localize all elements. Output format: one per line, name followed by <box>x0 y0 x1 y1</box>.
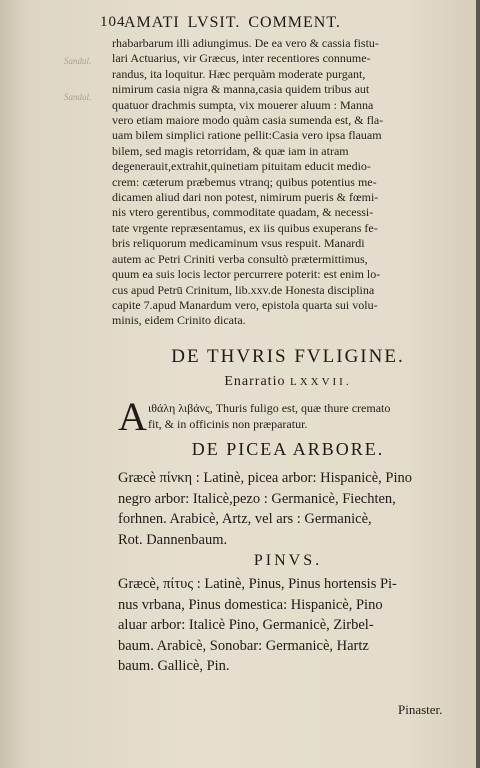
catchword: Pinaster. <box>398 702 443 717</box>
text-line: forhnen. Arabicè, Artz, vel ars : Germanicè, <box>118 511 372 527</box>
text-line: dicamen aliud dari non potest, nimirum pueris & fœmi- <box>112 190 379 205</box>
page-number: 104 <box>100 14 126 30</box>
text-line: capite 7.apud Manardum vero, epistola quarta sui volu- <box>112 297 378 312</box>
text-line: uam bilem simplici ratione pellit:Casia vero ipsa flauam <box>112 128 382 143</box>
text-line: bris reliquorum medicaminum vsus respuit. Manardi <box>112 236 365 251</box>
text-line: nis vtero gerentibus, commoditate quadam, & necessi- <box>112 205 374 220</box>
margin-note: Sandal. <box>64 92 92 102</box>
enarratio-number: LXXVII. <box>289 376 352 388</box>
text-line: vero etiam maiore modo quàm casia sumenda est, & fla- <box>112 113 384 128</box>
margin-note: Sandal. <box>64 56 92 66</box>
commentary-text <box>112 36 452 329</box>
text-line: tate vrgente repræsentamus, ex iis quibus exuperans fe- <box>112 220 378 235</box>
section-heading-picea: DE PICEA ARBORE. <box>191 439 385 459</box>
enarratio-text <box>148 400 454 432</box>
text-line: quum ea suis locis lector percurrere poterit: est enim lo- <box>112 267 381 282</box>
text-line: baum. Gallicè, Pin. <box>118 658 230 674</box>
text-line: autem ac Petri Criniti verba consultò prætermittimus, <box>112 251 368 266</box>
text-line: ιθάλη λιβάνς, Thuris fuligo est, quæ thure cremato <box>148 401 391 415</box>
running-title: AMATI LVSIT. COMMENT. <box>124 14 341 31</box>
text-line: nus vrbana, Pinus domestica: Hispanicè, Pino <box>118 596 383 613</box>
drop-cap: A <box>118 394 147 439</box>
enarratio-heading <box>118 374 458 390</box>
enarratio-label: Enarratio <box>224 374 286 389</box>
text-line: minis, eidem Crinito dicata. <box>112 313 246 328</box>
text-line: degenerauit,extrahit,quinetiam pituitam educit medio- <box>112 159 371 174</box>
text-line: lari Actuarius, vir Græcus, inter recentiores connume- <box>112 51 371 66</box>
text-line: Græcè, πίτυς : Latinè, Pinus, Pinus hortensis Pi- <box>118 576 397 592</box>
text-line: cus apud Petrū Crinitum, lib.xxv.de Honesta disciplina <box>112 282 375 297</box>
text-line: crem: cæterum præbemus vtranq; quibus potentius me- <box>112 174 377 189</box>
running-header <box>100 14 430 36</box>
text-line: aluar arbor: Italicè Pino, Germanicè, Zirbel- <box>118 617 374 633</box>
text-line: randus, ita loquitur. Hæc perquàm moderate purgant, <box>112 66 366 81</box>
text-line: quatuor drachmis sumpta, vix mouerer aluum : Manna <box>112 97 374 112</box>
text-line: nimirum casia nigra & manna,casia quidem tribus aut <box>112 82 370 97</box>
section-heading-thuris: DE THVRIS FVLIGINE. <box>171 346 405 367</box>
pinus-synonyms <box>118 574 456 677</box>
text-line: Rot. Dannenbaum. <box>118 531 228 548</box>
picea-synonyms <box>118 468 456 550</box>
text-line: Græcè πίνκη : Latinè, picea arbor: Hispanicè, Pino <box>118 470 412 486</box>
text-line: negro arbor: Italicè,pezo : Germanicè, Fiechten, <box>118 490 396 507</box>
text-line: bilem, sed magis retorridam, & quæ iam in atram <box>112 143 349 158</box>
section-heading-pinus: PINVS. <box>253 552 323 569</box>
text-line: fit, & in officinis non præparatur. <box>148 417 308 431</box>
text-line: rhabarbarum illi adiungimus. De ea vero & cassia fistu- <box>112 36 379 50</box>
book-edge <box>476 0 480 768</box>
text-line: baum. Arabicè, Sonobar: Germanicè, Hartz <box>118 637 369 654</box>
